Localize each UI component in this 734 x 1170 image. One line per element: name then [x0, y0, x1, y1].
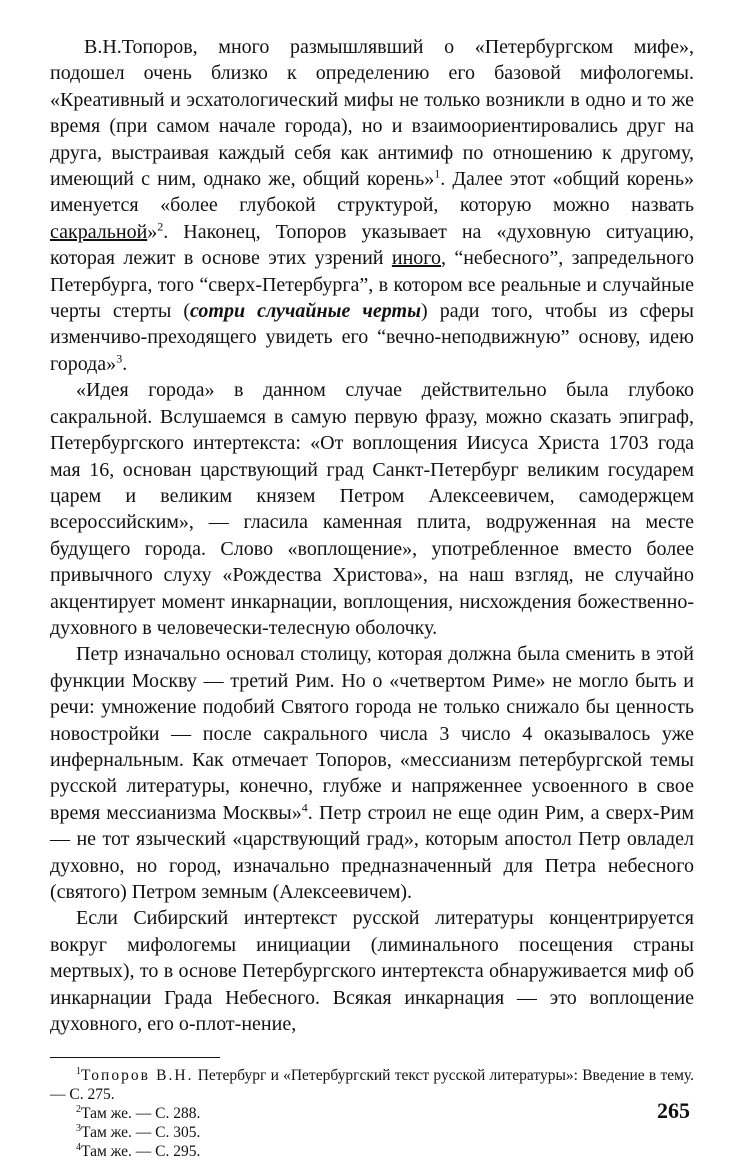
footnote-text: Там же. — С. 295.: [81, 1143, 201, 1161]
text-run: »: [147, 220, 158, 243]
footnote-text: Петербург и «Петербургский текст русской литературы»: Введение в тему. — С. 275.: [50, 1067, 695, 1104]
footnote-ref: 1: [434, 166, 441, 181]
underlined-term: сакральной: [50, 220, 148, 243]
main-text: [50, 34, 694, 1037]
text-run: Если Сибирский интертекст русской литературы концентрируется вокруг мифологемы инициации (лиминального посещения страны мертвых), то в основе Петербургского интертекста обнаруживается миф об инкарнации Града Небесного. Всякая инкарнация — это воплощение духовного, его о-плот-нение,: [50, 907, 694, 1036]
footnote-divider: [50, 1057, 220, 1058]
footnote-text: Там же. — С. 305.: [81, 1124, 201, 1142]
footnote-author: Топоров В.Н.: [81, 1067, 194, 1085]
footnote-text: Там же. — С. 288.: [81, 1105, 201, 1123]
text-run: В.Н.Топоров, много размышлявший о «Петербургском мифе», подошел очень близко к определению его базовой мифологемы. «Креативный и эсхатологический мифы не только возникли в одно и то же время (при самом начале города), но и взаимоориентировались друг на друга, выстраивая каждый себя как антимиф по отношению к другому, имеющий с ним, однако же, общий корень»: [50, 36, 694, 191]
text-run: . Наконец, Топоров указывает на «духовную ситуацию, которая лежит в основе этих узрений: [50, 220, 694, 270]
text-run: Петр изначально основал столицу, которая должна была сменить в этой функции Москву — третий Рим. Но о «четвертом Риме» не могло быть и речи: умножение подобий Святого города не только снижало бы ценность новостройки — после сакрального числа 3 число 4 оказывалось уже инфернальным. Как отмечает Топоров, «мессианизм петербургской темы русской литературы, конечно, глубже и напряженнее усвоенного в свое время мессианизма Москвы»: [50, 643, 694, 824]
page-body: [50, 34, 694, 1161]
paragraph-4: [50, 905, 694, 1037]
paragraph-1: [50, 34, 694, 377]
paragraph-3: [50, 641, 694, 905]
text-run: .: [122, 352, 128, 375]
footnote-ref: 4: [301, 800, 308, 815]
footnote-number: 1: [76, 1066, 81, 1078]
page-number: 265: [657, 1098, 690, 1123]
footnote-number: 4: [76, 1142, 81, 1154]
underlined-term: иного: [391, 247, 441, 270]
footnote-1: [50, 1066, 694, 1104]
text-run: . Петр строил не еще один Рим, а сверх-Рим — не тот языческий «царствующий град», которым апостол Петр овладел духовно, но город, изначально предназначенный для Петра небесного (святого) Петром земным (Алексеевичем).: [50, 801, 695, 903]
footnote-4: [50, 1142, 694, 1161]
footnote-ref: 3: [116, 351, 123, 366]
footnote-ref: 2: [157, 219, 164, 234]
text-run: «Идея города» в данном случае действительно была глубоко сакральной. Вслушаемся в самую первую фразу, можно сказать эпиграф, Петербургского интертекста: «От воплощения Иисуса Христа 1703 года мая 16, основан царствующий град Санкт-Петербург великим государем царем и великим князем Петром Алексеевичем, самодержцем всероссийским», — гласила каменная плита, водруженная на месте будущего города. Слово «воплощение», употребленное вместо более привычного слуху «Рождества Христова», на наш взгляд, не случайно акцентирует момент инкарнации, воплощения, нисхождения божественно-духовного в человечески-телесную оболочку.: [50, 379, 694, 639]
footnotes: [50, 1066, 694, 1161]
footnote-2: [50, 1104, 694, 1123]
footnote-number: 2: [76, 1104, 81, 1116]
text-run: . Далее этот «общий корень» именуется «более глубокой структурой, которую можно назвать: [50, 168, 694, 217]
italic-quote: сотри случайные черты: [190, 300, 421, 323]
footnote-3: [50, 1123, 694, 1142]
paragraph-2: [50, 377, 694, 641]
text-run: ) ради того, чтобы из сферы изменчиво-преходящего увидеть его “вечно-неподвижную” основу, идею города»: [50, 300, 694, 375]
text-run: , “небесного”, запредельного Петербурга, того “сверх-Петербурга”, в котором все реальные и случайные черты стерты (: [50, 247, 694, 323]
footnote-number: 3: [76, 1123, 81, 1135]
